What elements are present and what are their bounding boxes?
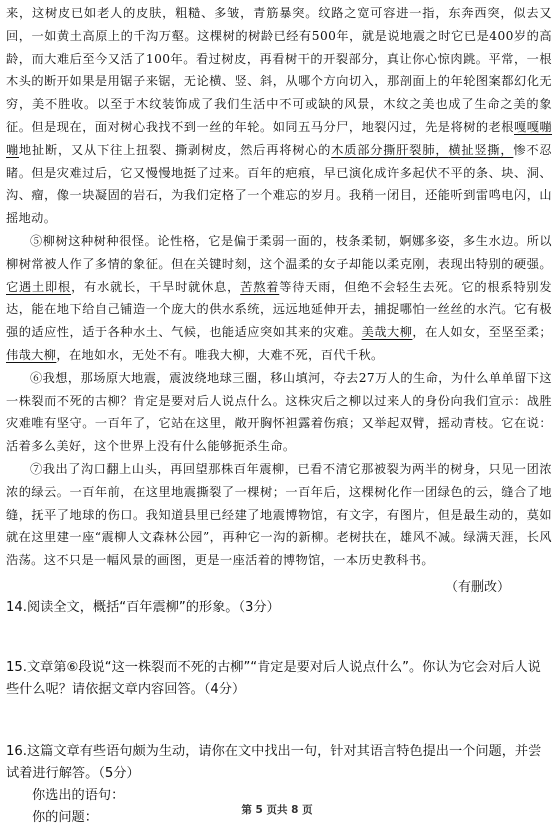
essay-paragraph-6: ⑥我想，那场原大地震，震波绕地球三圈，移山填河，夺去27万人的生命，为什么单单留下这一株裂而不死的古柳？肯定是要对后人说点什么。这株灾后之柳以过来人的身份向我们宣示：战胜灾难唯有坚守。一百年了，它站在这里，敞开胸怀袒露着伤痕；又举起双臂，摇动青枝。它在说：活着多么美好，这个世界上没有什么能够扼杀生命。 — [6, 370, 552, 454]
paragraph-text: 地扯断，又从下往上扭裂、撕剥树皮，然后再将树心的 — [19, 142, 332, 157]
underlined-phrase: 苦熬着 — [240, 279, 280, 294]
source-note: （有删改） — [444, 579, 510, 595]
paragraph-text: ，有水就长，干旱时就休息， — [71, 279, 241, 294]
underlined-phrase: 横扯竖撕， — [448, 142, 514, 157]
question-14 — [6, 597, 552, 619]
essay-paragraph-5 — [6, 230, 552, 367]
exam-page — [6, 2, 552, 829]
underlined-phrase: 木质部分撕肝裂肺， — [331, 142, 449, 157]
essay-text — [6, 2, 552, 595]
underlined-phrase: 嘎嘎嘣嘣 — [6, 119, 553, 157]
paragraph-text: ，在人如女，至坚至柔； — [412, 325, 553, 340]
question-16-text: 16.这篇文章有些语句颇为生动，请你在文中找出一句，针对其语言特色提出一个问题，并尝试着进行解答。（5分） — [6, 743, 542, 781]
underlined-phrase: 它遇土即根 — [6, 279, 72, 294]
question-14-text: 14.阅读全文，概括“百年震柳”的形象。（3分） — [6, 599, 280, 615]
underlined-phrase: 伟哉大柳 — [6, 347, 57, 362]
paragraph-text: ⑤柳树这种树种很怪。论性格，它是偏于柔弱一面的，枝条柔韧，婀娜多姿，多生水边。所以柳树常被人作了多情的象征。但在关键时刻，这个温柔的女子却能以柔克刚，表现出特别的硬强。 — [6, 233, 552, 271]
underlined-phrase: 美哉大柳 — [361, 325, 413, 340]
question-15-text: 15.文章第⑥段说“这一株裂而不死的古柳”“肯定是要对后人说点什么”。你认为它会对后人说些什么呢？请依据文章内容回答。（4分） — [6, 659, 541, 697]
paragraph-text: 来，这树皮已如老人的皮肤，粗糙、多皱，青筋暴突。纹路之宽可容进一指，东奔西突，似去又回，一如黄土高原上的千沟万壑。这棵树的树龄已经有500年，就是说地震之时它已是400岁的高龄，而大难后至今又活了100年。看过树皮，再看树干的开裂部分，真让你心惊肉跳。平常，一根木头的断开如果是用锯子来锯，无论横、竖、斜，从哪个方向切入，那剖面上的年轮图案都幻化无穷，美不胜收。以至于木纹装饰成了我们生活中不可或缺的风景，木纹之美也成了生命之美的象征。但是现在，面对树心我找不到一丝的年轮。如同五马分尸，地裂闪过，先是将树的老根 — [6, 6, 552, 134]
paragraph-text: 惨不忍睹。但是灾难过后，它又慢慢地挺了过来。百年的疤痕，早已演化成许多起伏不平的条、块、洞、沟、瘤，像一块凝固的岩石，为我们定格了一个难忘的岁月。我稍一闭目，还能听到雷鸣电闪，山摇地动。 — [6, 142, 552, 226]
answer-question-label: 你的问题： — [32, 809, 98, 825]
page-footer: 第 5 页共 8 页 — [241, 804, 313, 816]
paragraph-text: 等待天雨，但绝不会轻生去死。它的根系特别发达，能在地下给自己铺造一个庞大的供水系统，远远地延伸开去，捕捉哪怕一丝丝的水汽。它有极强的适应性，适于各种水土、气候，也能适应突如其来的灾难。 — [6, 279, 553, 340]
paragraph-text: ，在地如水，无处不有。唯我大柳，大难不死，百代千秋。 — [56, 347, 384, 362]
essay-paragraph-4 — [6, 2, 552, 230]
answer-sentence-label: 你选出的语句： — [32, 787, 125, 803]
essay-paragraph-7: ⑦我出了沟口翻上山头，再回望那株百年震柳，已看不清它那被裂为两半的树身，只见一团浓浓的绿云。一百年前，在这里地震撕裂了一棵树；一百年后，这棵树化作一团绿色的云，缝合了地缝，抚平了地球的伤口。我知道县里已经建了地震博物馆，有文字，有图片，但是最生动的，莫如就在这里建一座“震柳人文森林公园”，再种它一沟的新柳。老树扶在，雄风不减。绿满天涯，长风浩荡。这不只是一幅风景的画图，更是一座活着的博物馆，一本历史教科书。 — [6, 461, 552, 568]
question-15 — [6, 657, 552, 701]
